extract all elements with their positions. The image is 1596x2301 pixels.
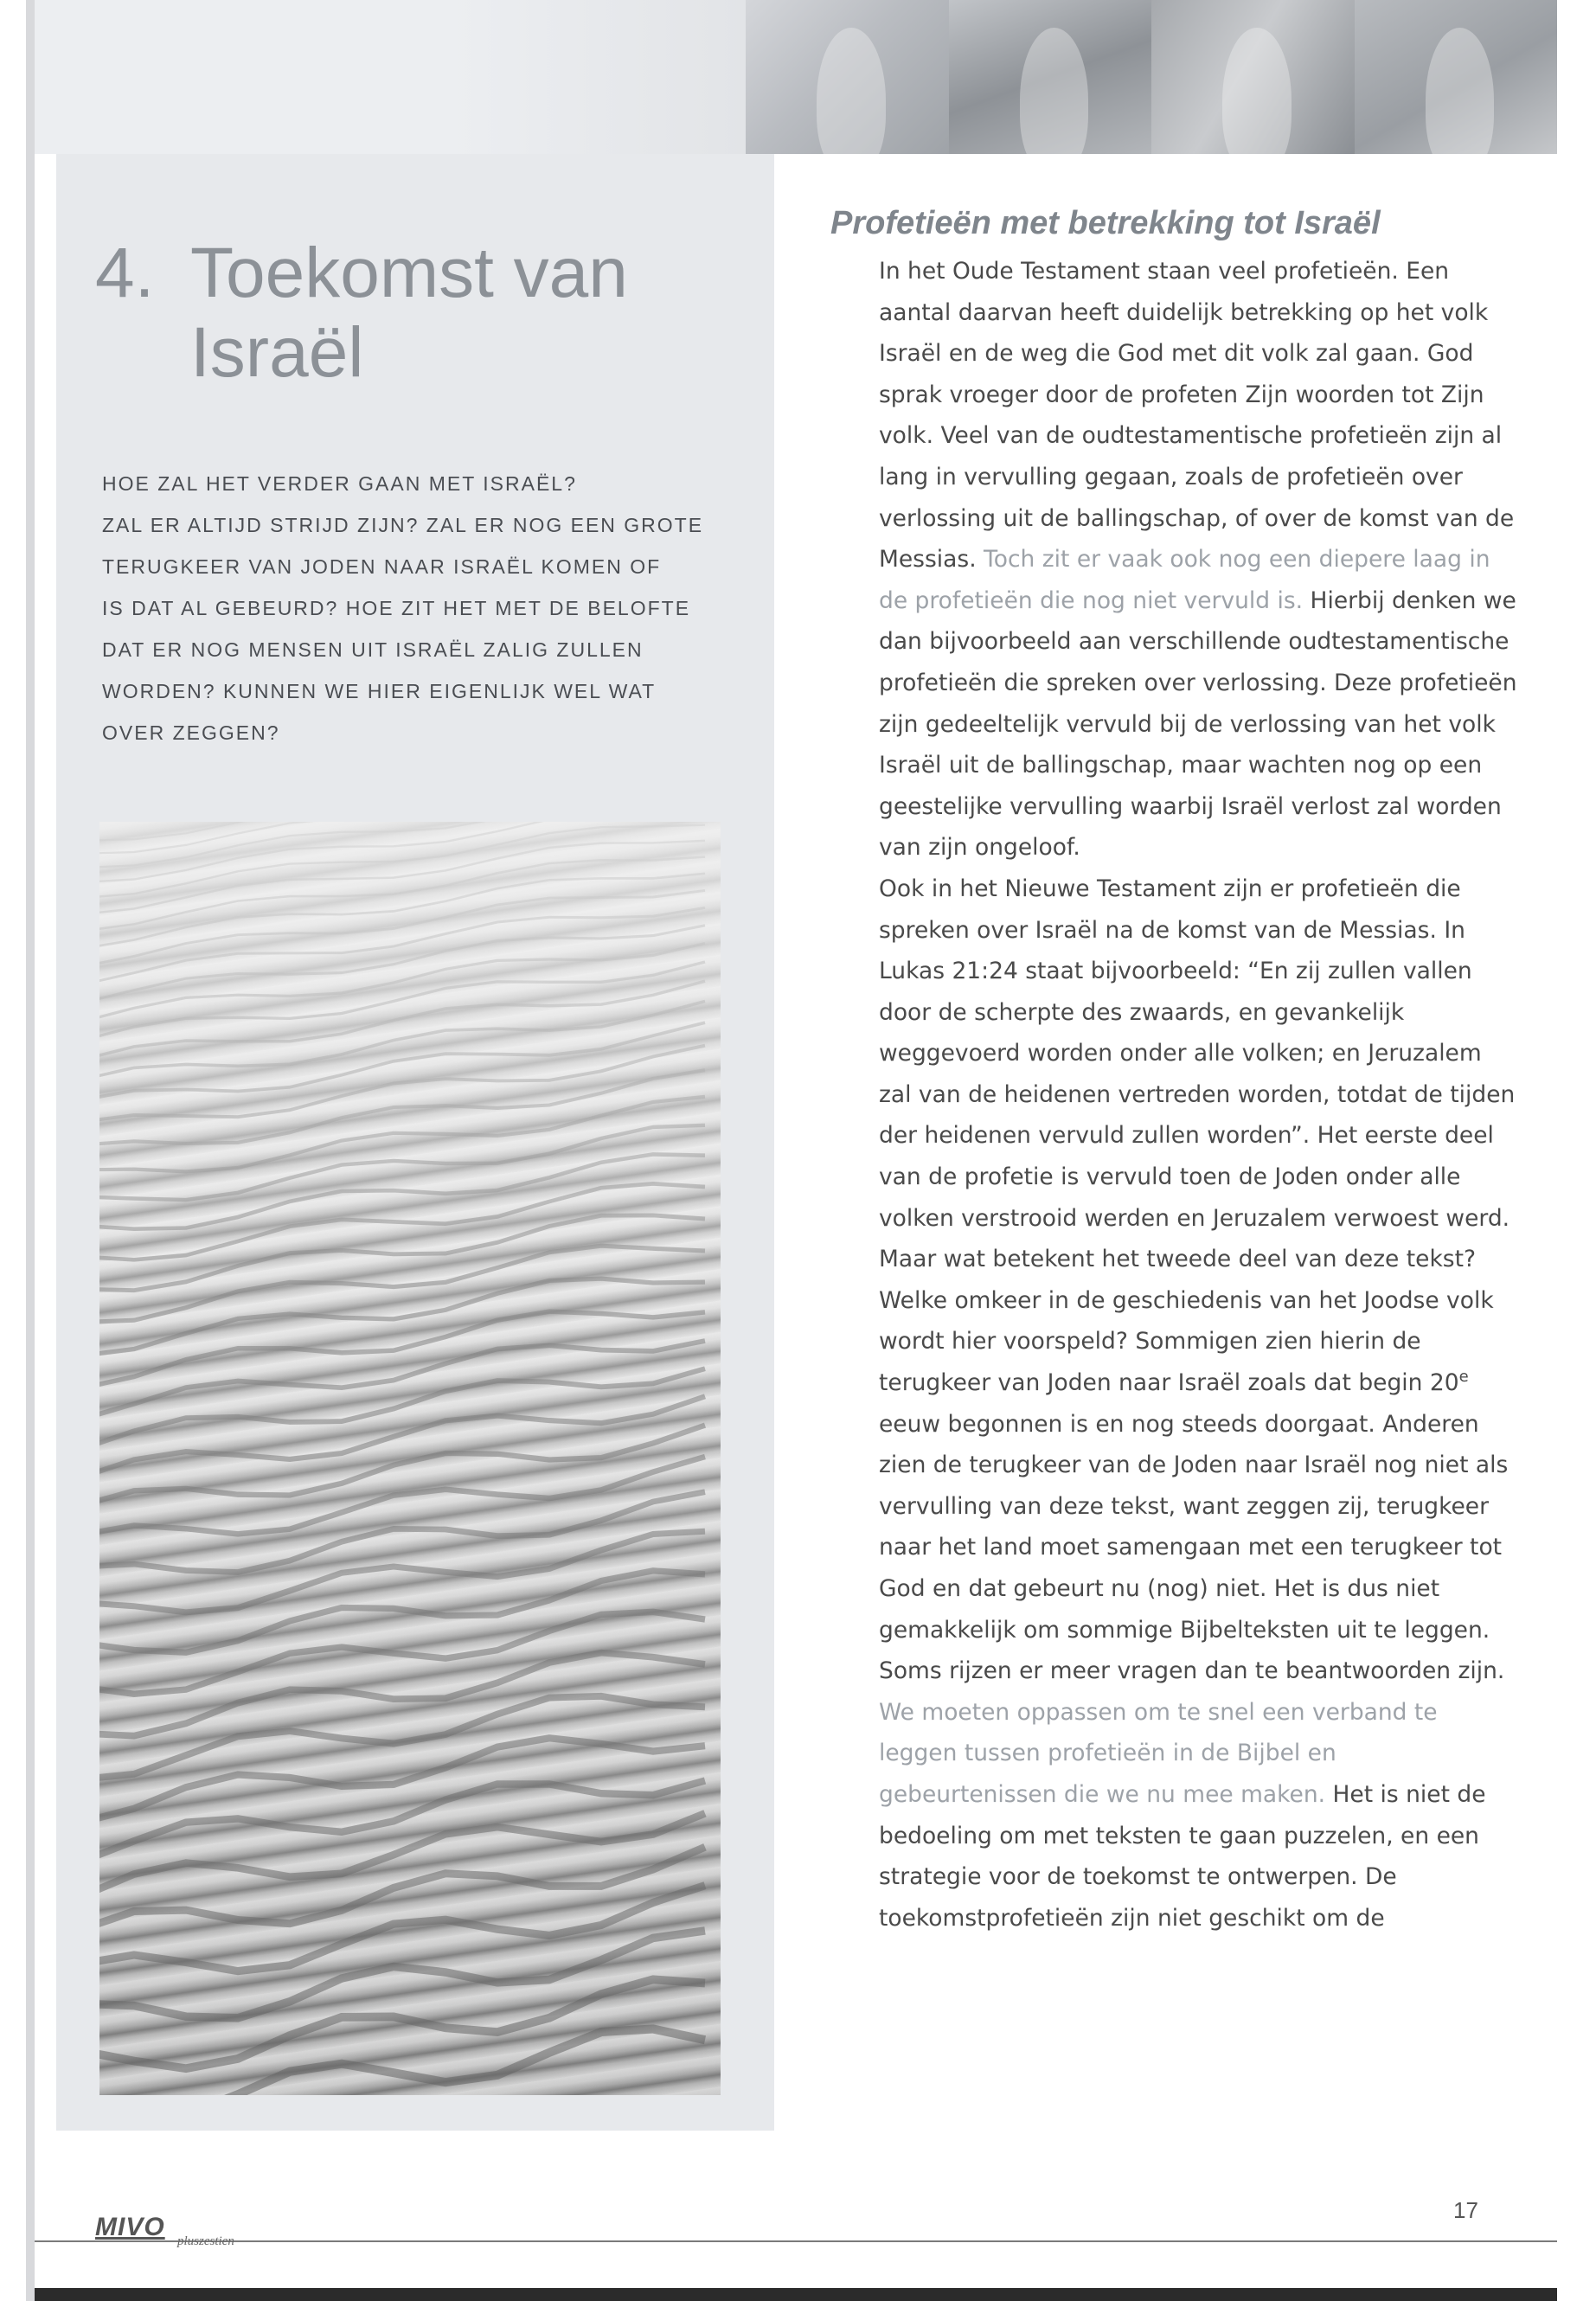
portrait-photo	[1355, 0, 1558, 154]
chapter-number: 4.	[95, 234, 155, 312]
intro-line: DAT ER NOG MENSEN UIT ISRAËL ZALIG ZULLEN	[102, 638, 644, 661]
intro-line: WORDEN? KUNNEN WE HIER EIGENLIJK WEL WAT	[102, 680, 657, 702]
portrait-photo	[949, 0, 1152, 154]
intro-line: OVER ZEGGEN?	[102, 721, 280, 744]
article-p2-faded: We moeten oppassen om te snel een verband te leggen tussen profetieën in de Bijbel en gebeurtenissen die we nu mee maken.	[879, 1698, 1438, 1808]
page-number: 17	[1453, 2197, 1478, 2223]
intro-line: TERUGKEER VAN JODEN NAAR ISRAËL KOMEN OF	[102, 555, 662, 578]
article-p1-rest: Hierbij denken we dan bijvoorbeeld aan verschillende oudtestamentische profetieën die spreken over verlossing. Deze profetieën zijn gedeeltelijk vervuld bij de verlossing van het volk Israël uit de ballingschap, maar wachten nog op een geestelijke vervulling waarbij Israël verlost zal worden van zijn ongeloof.	[879, 586, 1517, 862]
bottom-bar	[35, 2288, 1557, 2301]
chapter-title-line1: Toekomst van	[190, 234, 628, 312]
chapter-title-line2: Israël	[190, 313, 364, 392]
magazine-logo-subtitle: pluszestien	[177, 2234, 234, 2248]
sand-dunes-photo	[99, 822, 721, 2095]
article-p2-rest: eeuw begonnen is en nog steeds doorgaat. Anderen zien de terugkeer van de Joden naar Israël nog niet als vervulling van deze tekst, want zeggen zij, terugkeer naar het land moet samengaan met een terugkeer tot God en dat gebeurt nu (nog) niet. Het is dus niet gemakkelijk om sommige Bijbelteksten uit te leggen. Soms rijzen er meer vragen dan te beantwoorden zijn.	[879, 1410, 1509, 1685]
portrait-photo	[1151, 0, 1355, 154]
intro-line: ZAL ER ALTIJD STRIJD ZIJN? ZAL ER NOG EEN GROTE	[102, 514, 704, 536]
header-fade	[450, 0, 746, 154]
intro-line: IS DAT AL GEBEURD? HOE ZIT HET MET DE BELOFTE	[102, 597, 691, 619]
intro-questions	[102, 463, 725, 753]
header-photo-strip	[746, 0, 1557, 154]
chapter-title	[95, 234, 701, 393]
page-edge	[26, 0, 35, 2301]
article-p2-end: Het is niet de bedoeling om met teksten te gaan puzzelen, en een strategie voor de toekomst te ontwerpen. De toekomstprofetieën zijn niet geschikt om de	[879, 1780, 1486, 1932]
intro-line: HOE ZAL HET VERDER GAAN MET ISRAËL?	[102, 472, 577, 495]
article-p2: Ook in het Nieuwe Testament zijn er profetieën die spreken over Israël na de komst van de Messias. In Lukas 21:24 staat bijvoorbeeld: “En zij zullen vallen door de scherpte des zwaards, en gevankelijk weggevoerd worden onder alle volken; en Jeruzalem zal van de heidenen vertreden worden, totdat de tijden der heidenen vervuld zullen worden”. Het eerste deel van de profetie is vervuld toen de Joden onder alle volken verstrooid werden en Jeruzalem verwoest werd. Maar wat betekent het tweede deel van deze tekst? Welke omkeer in de geschiedenis van het Joodse volk wordt hier voorspeld? Sommigen zien hierin de terugkeer van Joden naar Israël zoals dat begin 20	[879, 875, 1516, 1397]
portrait-photo	[746, 0, 949, 154]
article-body	[879, 251, 1519, 1939]
ordinal-sup: e	[1458, 1368, 1469, 1387]
footer-rule	[35, 2240, 1557, 2242]
magazine-logo: MIVO	[95, 2213, 165, 2241]
article-p1-faded: Toch zit er vaak ook nog een diepere laag in de profetieën die nog niet vervuld is.	[879, 546, 1490, 614]
section-heading: Profetieën met betrekking tot Israël	[830, 205, 1381, 241]
article-p1: In het Oude Testament staan veel profetieën. Een aantal daarvan heeft duidelijk betrekking op het volk Israël en de weg die God met dit volk zal gaan. God sprak vroeger door de profeten Zijn woorden tot Zijn volk. Veel van de oudtestamentische profetieën zijn al lang in vervulling gegaan, zoals de profetieën over verlossing uit de ballingschap, of over de komst van de Messias.	[879, 258, 1515, 574]
